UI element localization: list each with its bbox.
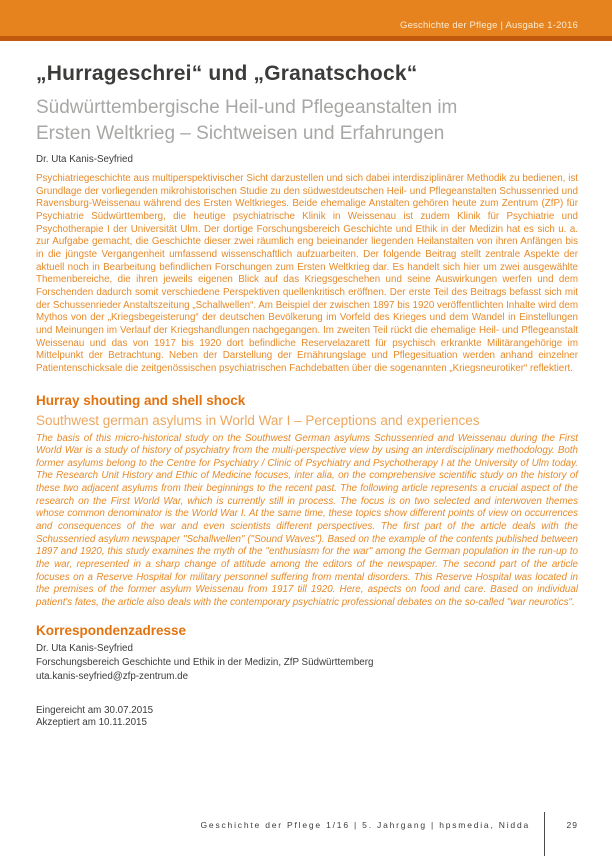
journal-issue-label: Geschichte der Pflege | Ausgabe 1-2016 — [399, 20, 578, 31]
page-number: 29 — [566, 820, 578, 830]
page-header-bar — [0, 0, 612, 36]
submitted-date: Eingereicht am 30.07.2015 — [36, 704, 154, 716]
article-subtitle-line2: Ersten Weltkrieg – Sichtweisen und Erfahrungen — [36, 123, 445, 144]
article-author: Dr. Uta Kanis-Seyfried — [36, 154, 133, 165]
article-content — [36, 41, 578, 729]
footer-divider-line — [544, 812, 545, 856]
submission-dates — [36, 705, 578, 729]
correspondence-email: uta.kanis-seyfried@zfp-zentrum.de — [36, 670, 189, 682]
correspondence-name: Dr. Uta Kanis-Seyfried — [36, 642, 133, 654]
english-subtitle: Southwest german asylums in World War I – Perceptions and experiences — [36, 412, 480, 428]
abstract-german: Psychiatriegeschichte aus multiperspektivischer Sicht darzustellen und sich dabei interdisziplinärer Methodik zu bedienen, ist Grundlage der vorliegenden mikrohistorischen Studie zu den südwestdeutschen Heil- und Pflegeanstalten Schussenried und Ravensburg-Weissenau während des Ersten Weltkrieges. Beide ehemalige Anstalten gehören heute zum Zentrum (ZfP) für Psychiatrie Südwürttemberg, die heutige psychiatrische Klinik in Weissenau ist zudem Klinik für Psychiatrie und Psychotherapie I der Universität Ulm. Der dortige Forschungsbereich Geschichte und Ethik in der Medizin hat es sich u. a. zur Aufgabe gemacht, die Geschichte dieser zwei räumlich eng beieinander liegenden Heilanstalten von ihren Anfängen bis in die jüngste Vergangenheit umfassend wissenschaftlich aufzuarbeiten. Der folgende Beitrag stellt zentrale Aspekte der aktuell noch in Bearbeitung befindlichen Forschungen zum Ersten Weltkrieg dar. Es handelt sich hier um zwei ausgewählte Themenbereiche, die ihren jeweils eigenen Blick auf das Kriegsgeschehen und seine Auswirkungen werfen und dem Forschenden dadurch somit verschiedene Perspektiven quellenkritisch eröffnen. Der erste Teil des Beitrags befasst sich mit der Schussenrieder Anstaltszeitung „Schallwellen“. Am Beispiel der zwischen 1897 bis 1920 veröffentlichten Inhalte wird dem Mythos von der „Kriegsbegeisterung“ der deutschen Bevölkerung im Vorfeld des Krieges und dem Wandel in Einstellungen und Meinungen im Verlauf der Kriegshandlungen nachgegangen. Im zweiten Teil rückt die ehemalige Heil- und Pflegeanstalt Weissenau und das von 1917 bis 1920 dort befindliche Reservelazarett für psychisch erkrankte Militärangehörige im Mittelpunkt der Betrachtung. Neben der Darstellung der Ernährungslage und Pflegesituation werden anhand einzelner Patientenschicksale die zeitgenössischen psychiatrischen Fachdebatten über die sogenannten „Kriegsneurotiker“ reflektiert. — [36, 173, 578, 374]
abstract-english: The basis of this micro-historical study on the Southwest German asylums Schussenried and Weissenau during the First World War is a study of history of psychiatry from the multi-perspective view by using an interdisciplinary methodology. Both former asylums belong to the Centre for Psychiatry / Clinic of Psychiatry and Psychotherapy I at the University of Ulm today. The Research Unit History and Ethic of Medicine focuses, inter alia, on the comprehensive scientific study on the history of these two adjacent asylums from their beginnings to the recent past. The following article represents a crucial aspect of the research on the First World War, which is currently still in process. The focus is on two selected and interwoven themes whose common denominator is the World War I. At the same time, these topics show different points of view on occurrences and consequences of the war and even scientists different perspectives. The first part of the article deals with the Schussenried asylum newspaper "Schallwellen" ("Sound Waves"). Based on the example of the contents published between 1897 and 1920, this study examines the myth of the "enthusiasm for the war" among the German population in the run-up to the war, represented in a sharp change of attitude among the editors of the newspaper. The second part of the article focuses on a Reserve Hospital for military personnel suffering from mental disorders. This Reserve Hospital was located in the premises of the former asylum Weissenau from 1917 till 1920. Here, aspects on food and care. Based on individual patient's fates, the article also deals with the contemporary psychiatric professional debates on the so-called "war neurotics". — [36, 432, 578, 609]
correspondence-heading: Korrespondenzadresse — [36, 622, 187, 638]
accepted-date: Akzeptiert am 10.11.2015 — [36, 716, 147, 728]
english-title: Hurray shouting and shell shock — [36, 392, 246, 408]
page-footer — [0, 812, 612, 859]
article-subtitle-line1: Südwürttembergische Heil-und Pflegeanstalten im — [36, 97, 458, 118]
article-title: „Hurrageschrei“ und „Granatschock“ — [36, 62, 418, 85]
article-subtitle — [36, 95, 578, 147]
footer-journal-info: Geschichte der Pflege 1/16 | 5. Jahrgang | hpsmedia, Nidda — [200, 820, 530, 830]
correspondence-affiliation: Forschungsbereich Geschichte und Ethik in der Medizin, ZfP Südwürttemberg — [36, 656, 374, 668]
